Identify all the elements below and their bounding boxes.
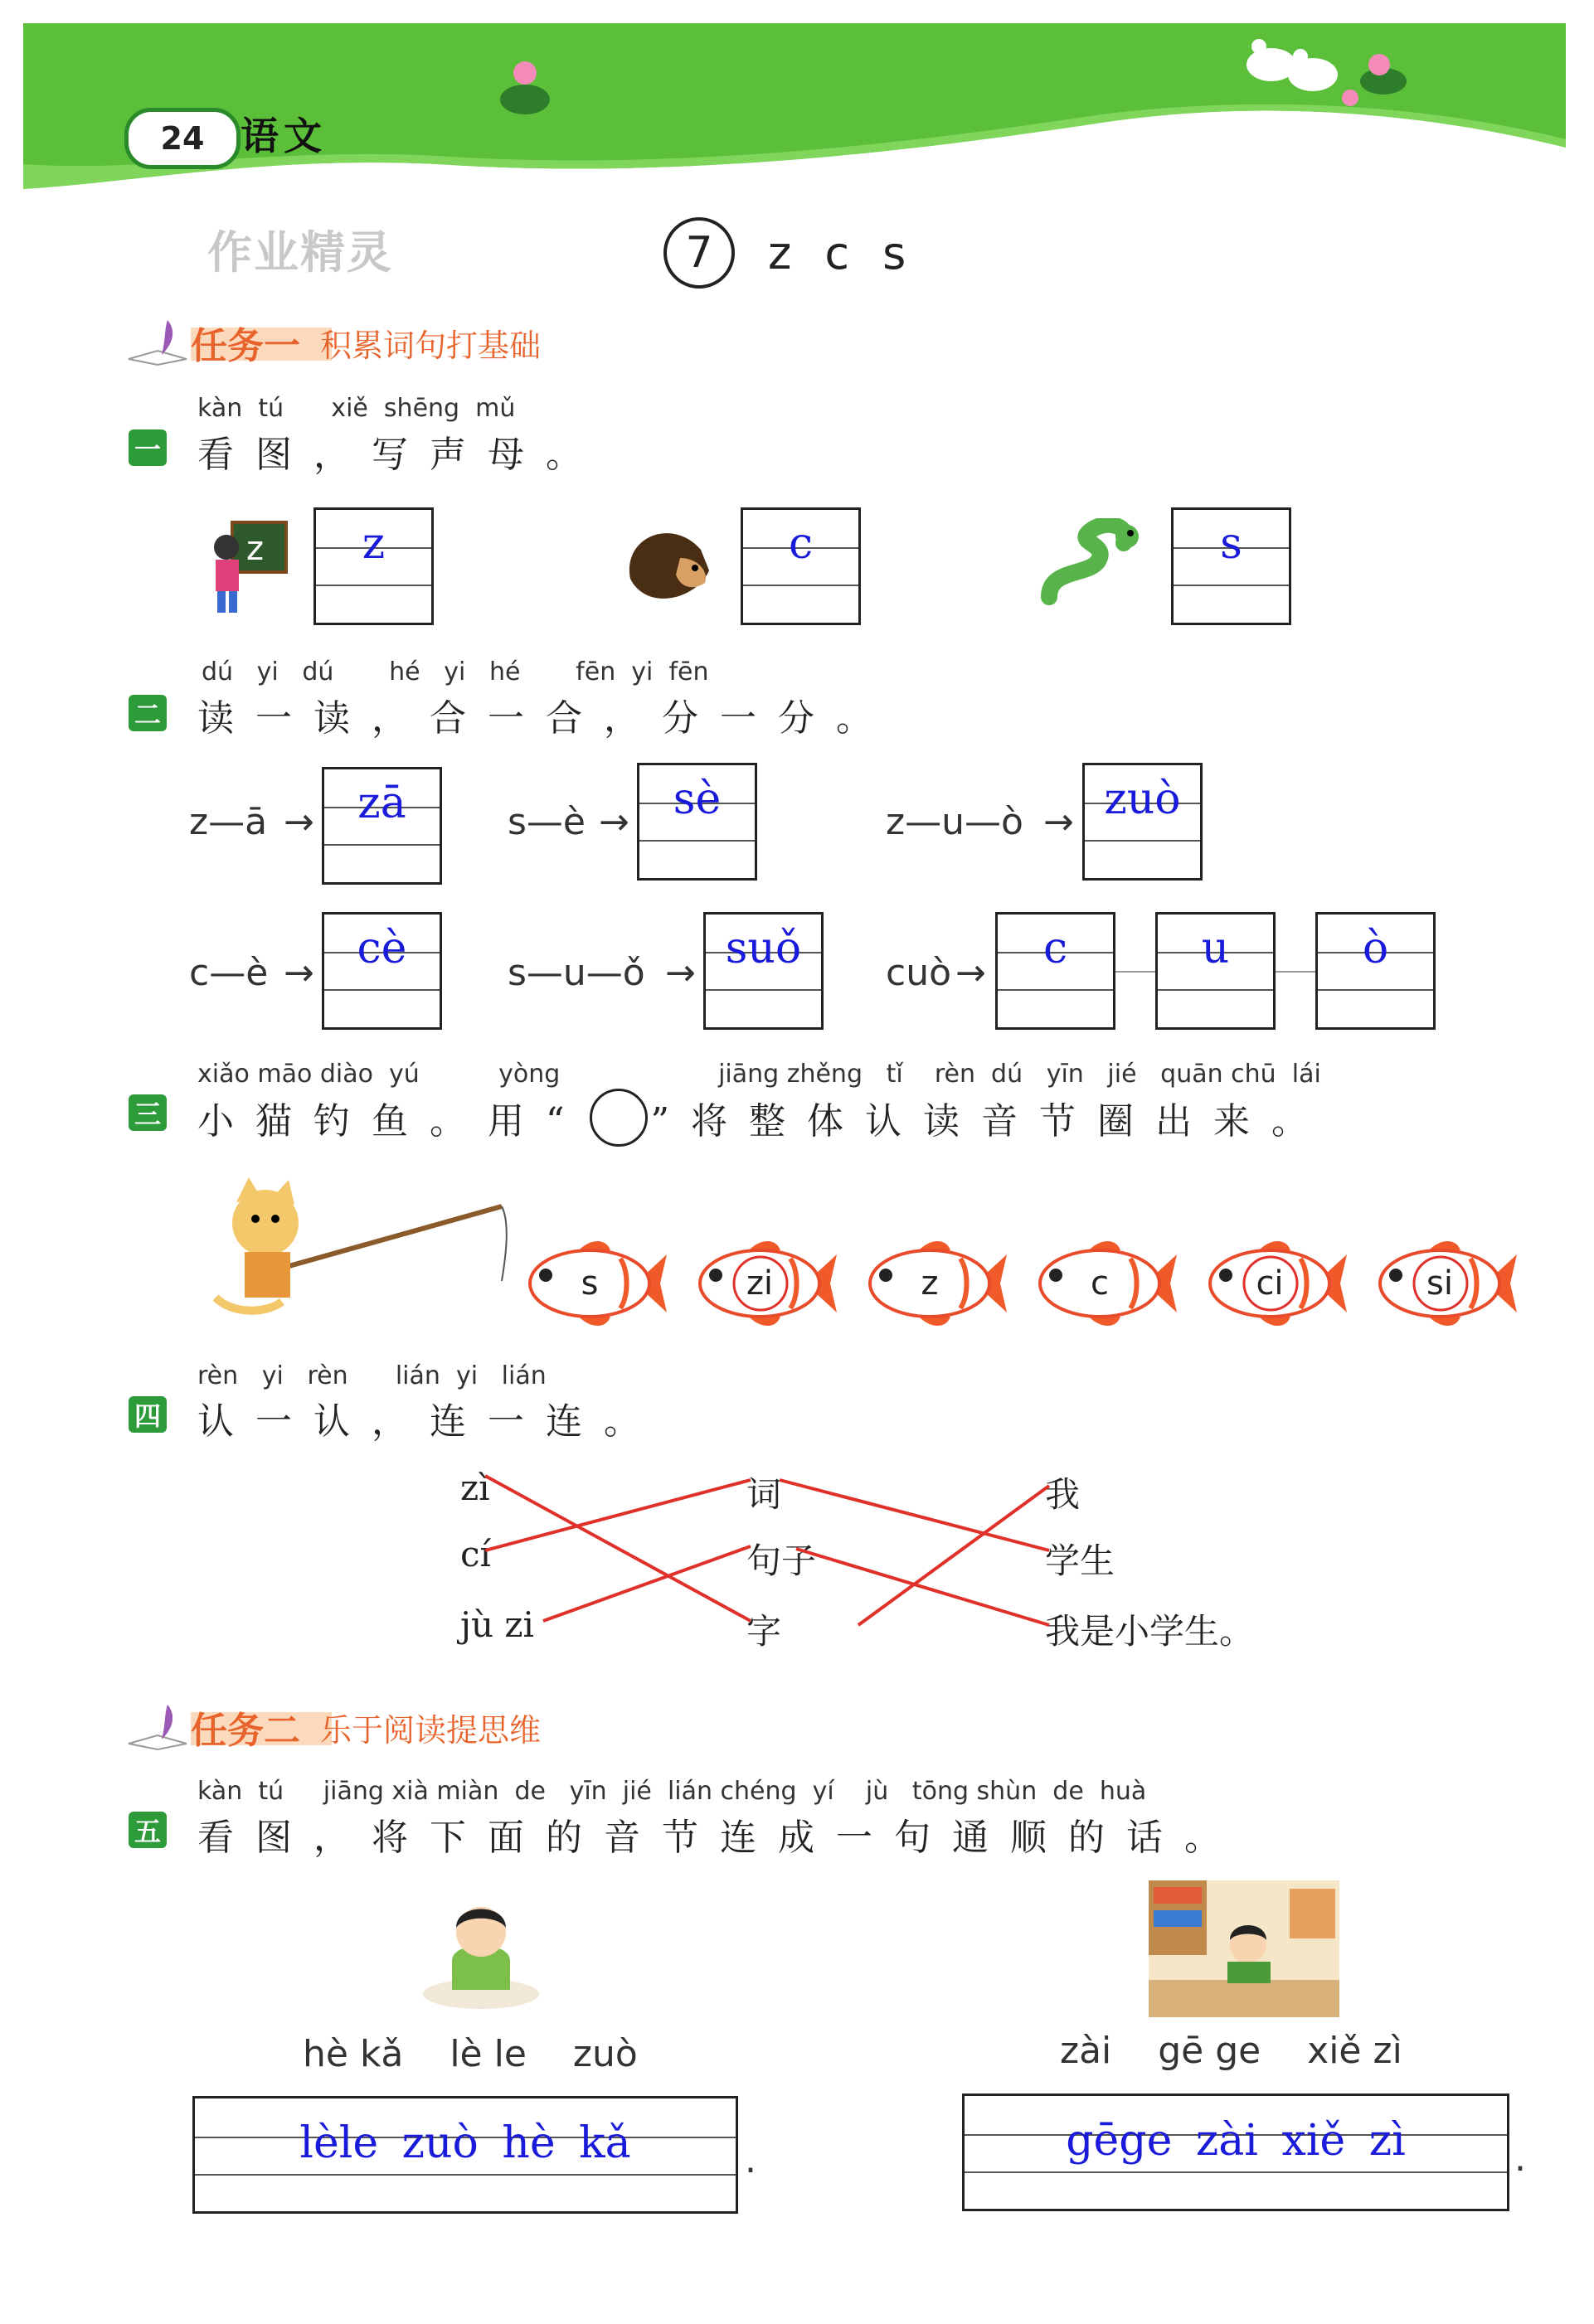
q1-answer: s (1220, 518, 1242, 569)
fish-label: zi (746, 1264, 774, 1303)
q4-right-item[interactable]: 学生 (1045, 1540, 1115, 1581)
q1-answer-box-1[interactable] (313, 507, 434, 625)
watermark: 作业精灵 (207, 226, 393, 279)
q4-left-item[interactable]: zì (460, 1468, 490, 1508)
q5-left-answer-box[interactable] (192, 2096, 738, 2214)
fish-label: c (1091, 1264, 1109, 1303)
q3-pinyin: xiǎo māo diào yú yòng jiāng zhěng tǐ rèn dú yīn jié quān chū lái (197, 1060, 1321, 1089)
q1-number: 一 (129, 429, 167, 466)
q2-answer: u (1201, 923, 1230, 973)
q1-answer: c (788, 518, 814, 569)
q2-split-box[interactable] (995, 912, 1115, 1030)
cat-fishing-picture (199, 1173, 514, 1322)
fish-label: z (921, 1264, 939, 1303)
book-quill-icon (124, 313, 191, 371)
q2-answer: cè (357, 923, 407, 973)
subject-title: 语文 (241, 114, 327, 158)
q3-instruction (197, 1089, 1329, 1147)
q5-number: 五 (129, 1812, 167, 1848)
q5-right-syllables: zài gē ge xiě zì (1060, 2030, 1402, 2072)
arrow-icon: → (284, 801, 314, 843)
q2-answer: suǒ (725, 923, 802, 973)
q4-pinyin: rèn yi rèn lián yi lián (197, 1361, 547, 1390)
q2-split-syllable: cuò (886, 952, 951, 994)
q2-answer-box[interactable] (1082, 763, 1203, 881)
arrow-icon: → (284, 952, 314, 994)
q2-number: 二 (129, 695, 167, 731)
q2-answer: ò (1362, 923, 1389, 973)
q5-right-answer: gēge zài xiě zì (1066, 2116, 1406, 2166)
q4-left-item[interactable]: jù zi (460, 1604, 534, 1645)
fish-label: s (581, 1264, 599, 1303)
fish-item[interactable] (697, 1234, 838, 1333)
divider (1276, 971, 1315, 973)
q4-left-item[interactable]: cí (460, 1534, 491, 1574)
connection-line (485, 1480, 751, 1550)
q4-middle-item[interactable]: 句子 (746, 1540, 817, 1581)
q2-split-box[interactable] (1155, 912, 1276, 1030)
fish-item[interactable] (867, 1234, 1008, 1333)
fish-item[interactable] (1378, 1234, 1519, 1333)
arrow-icon: → (955, 952, 986, 994)
q2-answer-box[interactable] (322, 767, 442, 885)
book-quill-icon (124, 1698, 191, 1756)
q5-instruction: 看图，将下面的音节连成一句通顺的话。 (197, 1817, 1242, 1859)
q4-right-item[interactable]: 我 (1045, 1474, 1081, 1515)
arrow-icon: → (599, 801, 629, 843)
q1-answer-box-2[interactable] (741, 507, 861, 625)
period: . (1514, 2137, 1526, 2180)
fish-item[interactable] (1208, 1234, 1349, 1333)
task2-desc: 乐于阅读提思维 (320, 1711, 542, 1749)
arrow-icon: → (1043, 801, 1074, 843)
q1-instruction: 看图，写声母。 (197, 434, 604, 476)
svg-text:z: z (246, 530, 264, 568)
q5-right-answer-box[interactable] (962, 2094, 1509, 2211)
q5-left-syllables: hè kǎ lè le zuò (303, 2033, 638, 2075)
connection-line (543, 1546, 751, 1621)
q3-number: 三 (129, 1094, 167, 1131)
brother-writing-picture (1149, 1880, 1339, 2017)
lesson-title (663, 217, 906, 289)
q3-text-a: 小猫钓鱼。用“ (197, 1100, 586, 1143)
q5-pinyin: kàn tú jiāng xià miàn de yīn jié lián chéng yí jù tōng shùn de huà (197, 1777, 1147, 1806)
q2-spell-parts: z—ā (189, 801, 268, 843)
lesson-letter: z (768, 226, 792, 279)
boy-laughing-picture (419, 1890, 543, 2015)
connection-line (858, 1486, 1049, 1625)
girl-blackboard-picture (203, 518, 290, 618)
q2-pinyin: dú yi dú hé yi hé fēn yi fēn (202, 657, 709, 687)
q2-spell-parts: s—u—ǒ (508, 952, 645, 994)
fish-label: si (1426, 1264, 1453, 1303)
hedgehog-picture (622, 521, 713, 612)
q1-answer-box-3[interactable] (1171, 507, 1291, 625)
lesson-letter: s (882, 226, 906, 279)
task2-header (124, 1698, 541, 1756)
divider (1115, 971, 1155, 973)
page-number: 24 (124, 108, 241, 169)
period: . (745, 2139, 756, 2181)
q2-answer-box[interactable] (637, 763, 757, 881)
snake-picture (1041, 518, 1157, 614)
task2-label: 任务二 (191, 1710, 300, 1752)
task1-desc: 积累词句打基础 (320, 327, 542, 364)
q4-middle-item[interactable]: 词 (746, 1474, 782, 1515)
q2-answer-box[interactable] (703, 912, 824, 1030)
q4-number: 四 (129, 1396, 167, 1433)
task1-header (124, 313, 541, 371)
q1-pinyin: kàn tú xiě shēng mǔ (197, 394, 516, 423)
q2-spell-parts: c—è (189, 952, 269, 994)
q2-split-box[interactable] (1315, 912, 1436, 1030)
connection-line (780, 1480, 1049, 1550)
lesson-number: 7 (663, 217, 735, 289)
connection-line (796, 1549, 1049, 1625)
q3-text-b: ”将整体认读音节圈出来。 (650, 1100, 1329, 1143)
q2-spell-parts: s—è (508, 801, 586, 843)
q2-answer: c (1042, 923, 1068, 973)
q2-instruction: 读一读，合一合，分一分。 (197, 697, 894, 740)
q5-left-answer: lèle zuò hè kǎ (299, 2118, 631, 2169)
q2-answer: zuò (1104, 774, 1181, 824)
fish-item[interactable] (527, 1234, 668, 1333)
circle-icon (590, 1089, 648, 1147)
arrow-icon: → (665, 952, 696, 994)
q4-instruction: 认一认，连一连。 (197, 1400, 662, 1443)
connection-line (485, 1476, 751, 1621)
q4-middle-item[interactable]: 字 (746, 1611, 782, 1652)
q2-answer-box[interactable] (322, 912, 442, 1030)
q2-answer: zā (357, 778, 406, 828)
fish-item[interactable] (1038, 1234, 1178, 1333)
q1-answer: z (362, 518, 386, 569)
fish-label: ci (1256, 1264, 1284, 1303)
q4-right-item[interactable]: 我是小学生。 (1045, 1611, 1255, 1652)
task1-label: 任务一 (191, 325, 300, 367)
lesson-letter: c (824, 226, 850, 279)
q2-answer: sè (673, 774, 722, 824)
q2-spell-parts: z—u—ò (886, 801, 1023, 843)
